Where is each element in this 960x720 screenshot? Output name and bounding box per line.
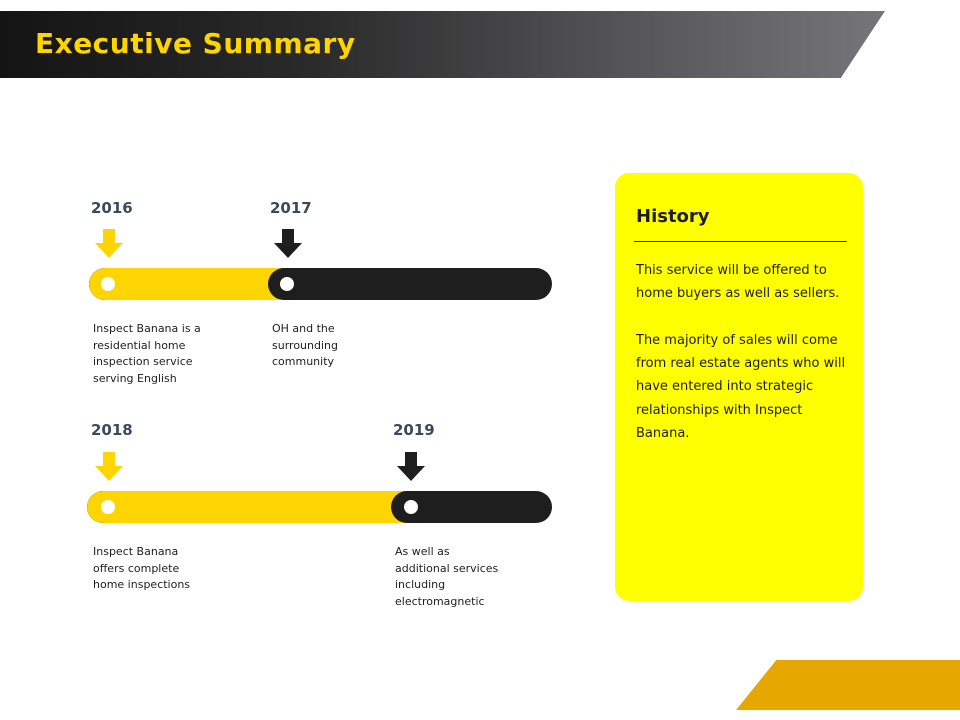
- down-arrow-icon: [94, 229, 124, 259]
- milestone-2016-description: Inspect Banana is a residential home inspection service serving English: [93, 322, 201, 385]
- milestone-marker: [280, 277, 294, 291]
- year-2016-label: 2016: [91, 199, 133, 217]
- history-title: History: [636, 206, 710, 227]
- divider: [634, 241, 847, 242]
- down-arrow-icon: [94, 452, 124, 482]
- corner-accent-shape: [736, 660, 960, 710]
- history-paragraph: The majority of sales will come from real estate agents who will have entered into strategic relationships with Inspect Banana.: [636, 332, 846, 442]
- milestone-marker: [101, 500, 115, 514]
- timeline-bar-2018-2019: [87, 491, 552, 523]
- timeline-bar-progress: [87, 491, 412, 523]
- year-2019-label: 2019: [393, 421, 435, 439]
- down-arrow-icon: [273, 229, 303, 259]
- milestone-2018-description: Inspect Banana offers complete home inspections: [93, 545, 191, 591]
- timeline-bar-progress: [89, 268, 289, 300]
- history-paragraph: This service will be offered to home buyers as well as sellers.: [636, 263, 840, 302]
- down-arrow-icon: [396, 452, 426, 482]
- year-2017-label: 2017: [270, 199, 312, 217]
- year-2018-label: 2018: [91, 421, 133, 439]
- timeline-bar-2016-2017: [89, 268, 552, 300]
- page-title: Executive Summary: [35, 27, 356, 60]
- history-card: [615, 173, 863, 601]
- milestone-2019-description: As well as additional services including electromagnetic: [395, 545, 499, 608]
- milestone-marker: [404, 500, 418, 514]
- history-body: [636, 259, 851, 445]
- milestone-2017-description: OH and the surrounding community: [272, 322, 338, 368]
- milestone-marker: [101, 277, 115, 291]
